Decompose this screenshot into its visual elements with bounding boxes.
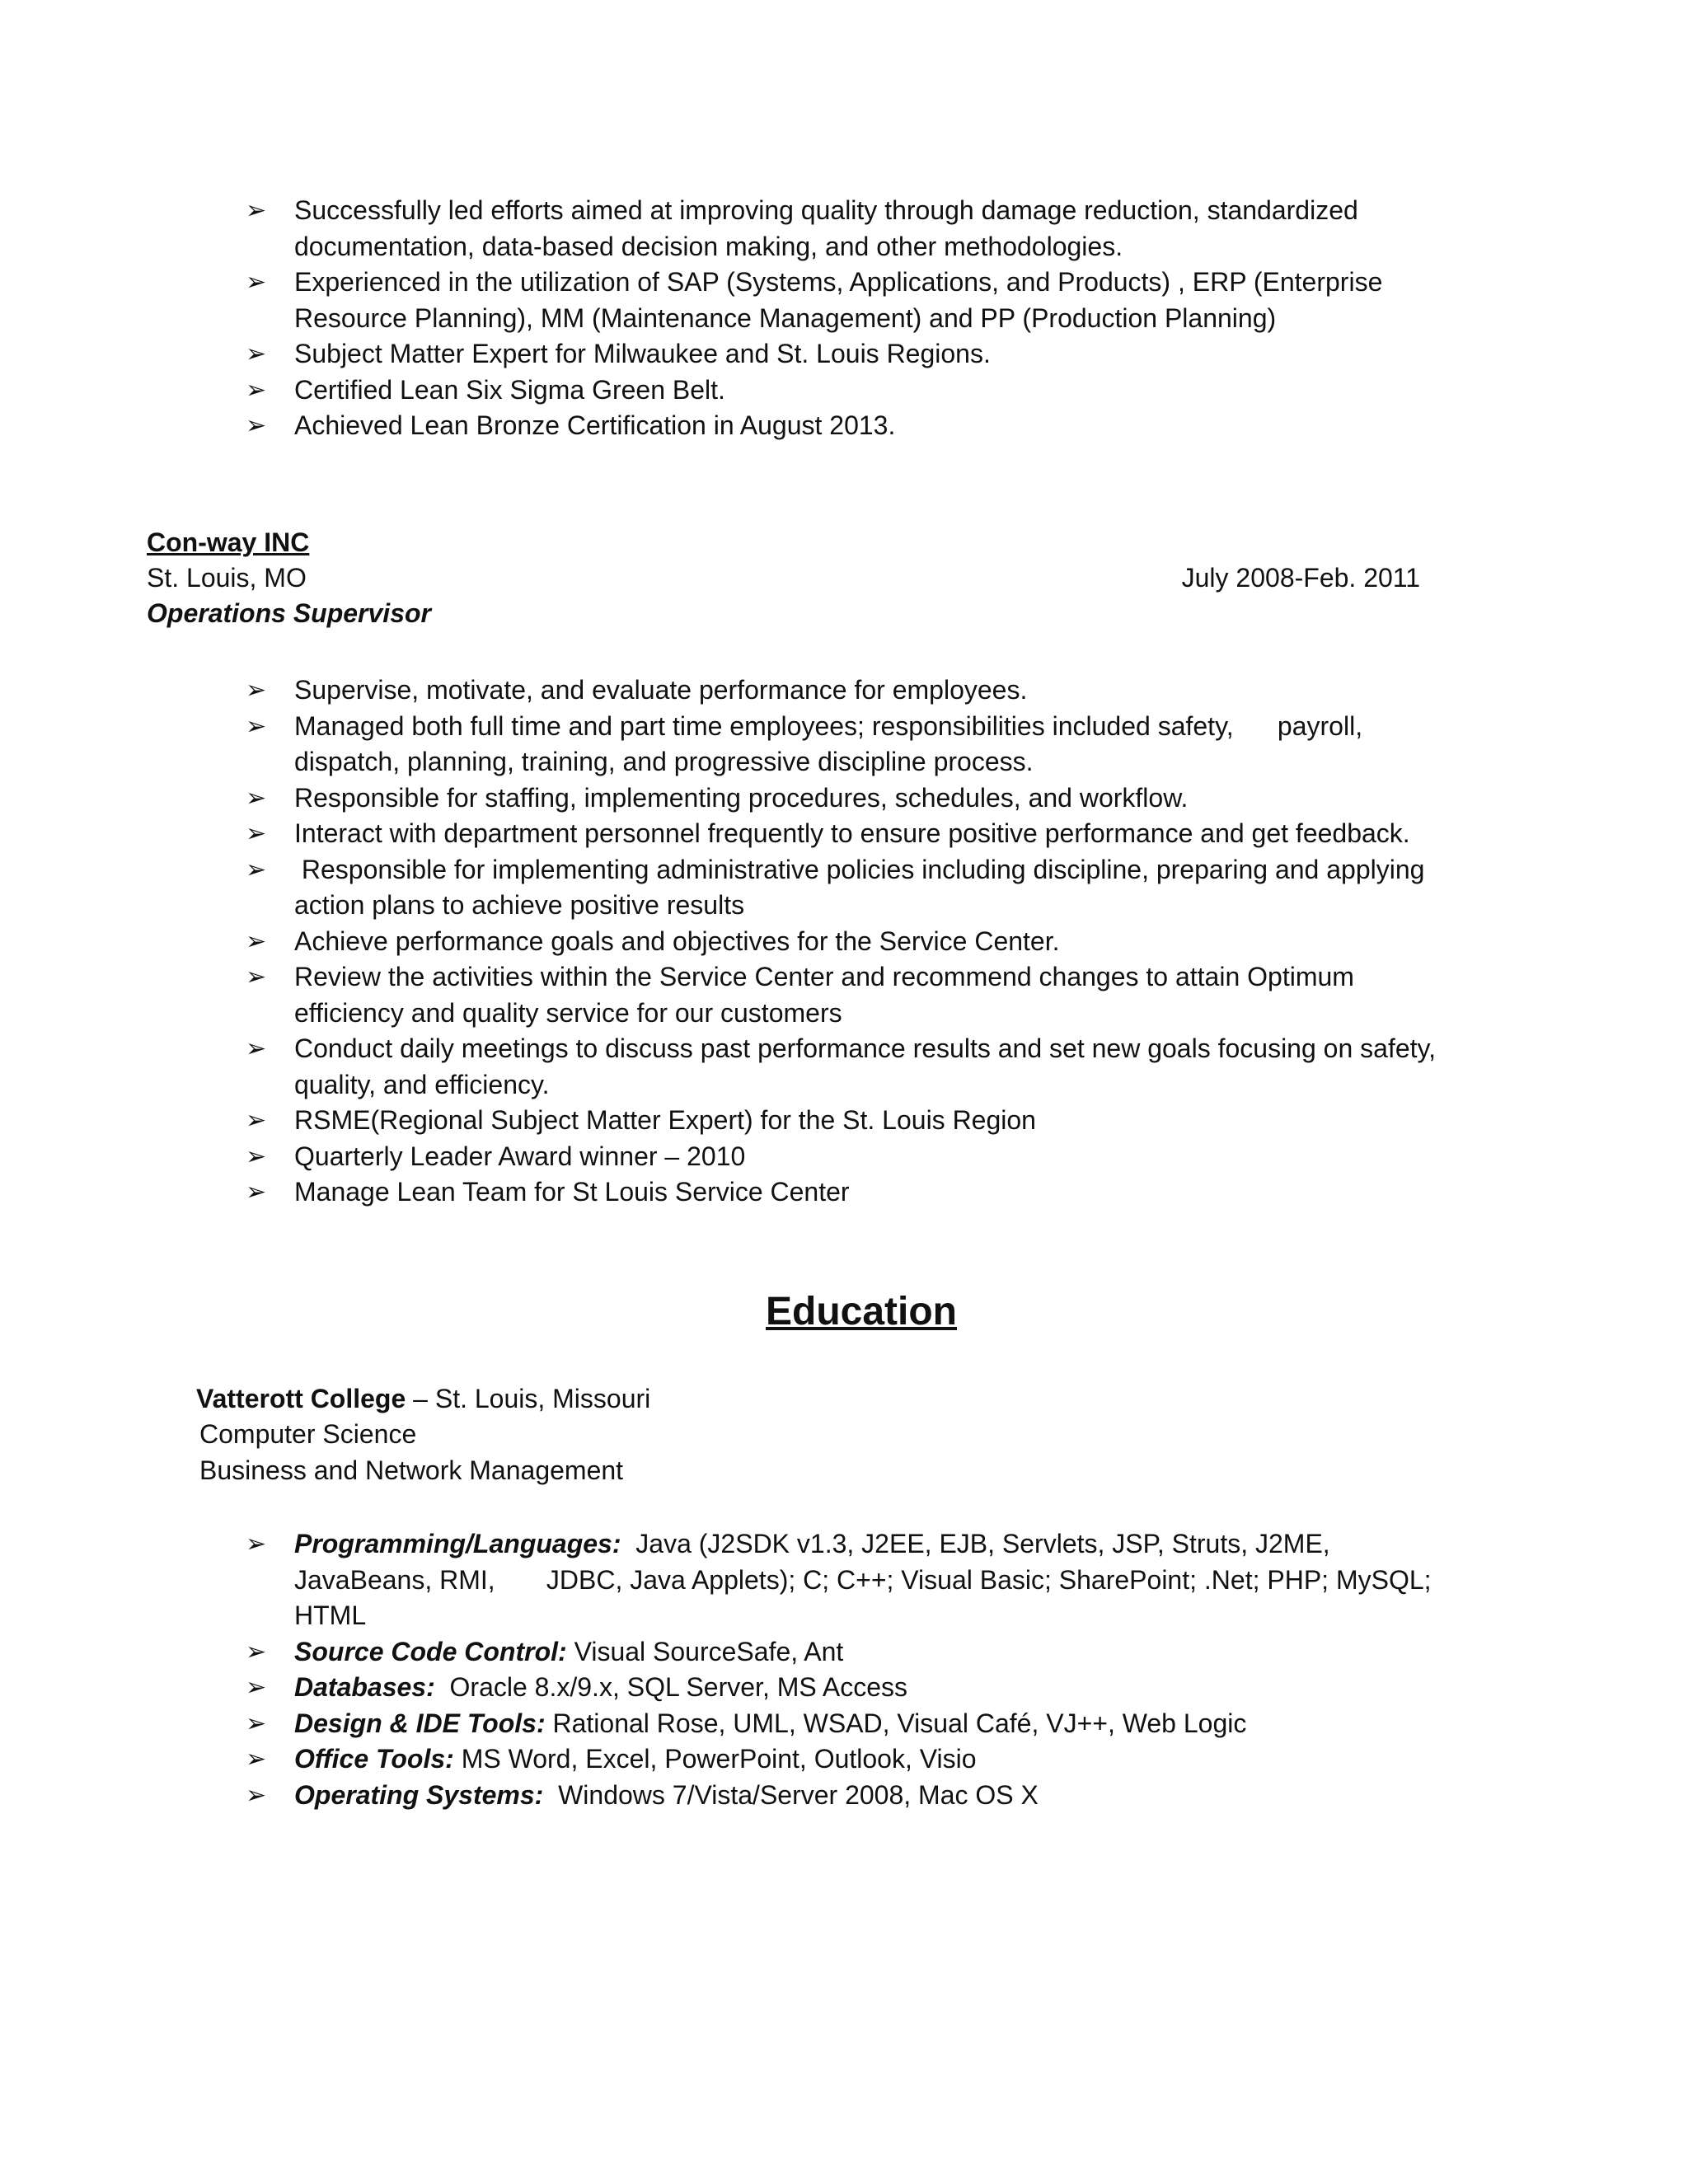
bullet-text: Responsible for implementing administrative policies including discipline, preparing and applying action plans to achieve positive results (294, 854, 1432, 920)
arrow-bullet-icon: ➢ (246, 926, 267, 956)
skill-label: Databases: (294, 1672, 435, 1702)
company-name: Con-way INC (147, 527, 310, 557)
arrow-bullet-icon: ➢ (246, 1745, 267, 1774)
list-item (0, 924, 1448, 960)
skill-label: Programming/Languages: (294, 1529, 621, 1558)
bullet-text: Manage Lean Team for St Louis Service Center (294, 1177, 850, 1207)
list-item (0, 1139, 1448, 1175)
bullet-text: Quarterly Leader Award winner – 2010 (294, 1141, 746, 1171)
arrow-bullet-icon: ➢ (246, 375, 267, 405)
list-item (0, 1670, 1448, 1706)
job-dates: July 2008-Feb. 2011 (1181, 563, 1420, 593)
job-title: Operations Supervisor (147, 598, 431, 628)
list-item (0, 373, 1448, 409)
education-field-2: Business and Network Management (199, 1455, 624, 1485)
skill-label: Design & IDE Tools: (294, 1708, 546, 1738)
experience-bullet-list (0, 193, 1448, 444)
bullet-text: Responsible for staffing, implementing procedures, schedules, and workflow. (294, 782, 1189, 813)
list-item (0, 1174, 1448, 1211)
arrow-bullet-icon: ➢ (246, 1637, 267, 1666)
school-location: – St. Louis, Missouri (406, 1384, 651, 1413)
bullet-text: Achieve performance goals and objectives for the Service Center. (294, 926, 1060, 956)
list-item (0, 852, 1448, 924)
bullet-text: Interact with department personnel frequently to ensure positive performance and get feedback. (294, 818, 1410, 848)
list-item (0, 1706, 1448, 1742)
education-field-1: Computer Science (199, 1419, 417, 1449)
list-item (0, 816, 1448, 852)
bullet-text: Review the activities within the Service Center and recommend changes to attain Optimum efficiency and quality service for our customers (294, 962, 1354, 1028)
list-item (0, 1778, 1448, 1814)
list-item (0, 1526, 1448, 1634)
list-item (0, 1741, 1448, 1778)
bullet-text: Managed both full time and part time employees; responsibilities included safety, payroll, dispatch, planning, training, and progressive discipline process. (294, 710, 1370, 776)
arrow-bullet-icon: ➢ (246, 711, 267, 741)
arrow-bullet-icon: ➢ (246, 676, 267, 705)
arrow-bullet-icon: ➢ (246, 1034, 267, 1063)
list-item (0, 336, 1448, 373)
education-heading: Education (765, 1290, 957, 1333)
arrow-bullet-icon: ➢ (246, 1106, 267, 1135)
school-name: Vatterott College (196, 1384, 406, 1413)
bullet-text: Experienced in the utilization of SAP (Systems, Applications, and Products) , ERP (Enterprise Resource Planning), MM (Maintenance Management) and PP (Production Planning) (294, 267, 1383, 333)
skill-text: Visual SourceSafe, Ant (566, 1636, 844, 1666)
skill-label: Office Tools: (294, 1744, 454, 1774)
list-item (0, 193, 1448, 265)
arrow-bullet-icon: ➢ (246, 196, 267, 225)
arrow-bullet-icon: ➢ (246, 1673, 267, 1702)
bullet-text: Successfully led efforts aimed at improving quality through damage reduction, standardized documentation, data-based decision making, and other methodologies. (294, 195, 1358, 261)
skill-text: Java (J2SDK v1.3, J2EE, EJB, Servlets, JSP, Struts, J2ME, JavaBeans, RMI, JDBC, Java Applets); C; C++; Visual Basic; SharePoint; .Net; PHP; MySQL; HTML (294, 1529, 1439, 1630)
list-item (0, 265, 1448, 336)
list-item (0, 408, 1448, 444)
skill-text: MS Word, Excel, PowerPoint, Outlook, Visio (453, 1744, 977, 1774)
list-item (0, 1634, 1448, 1671)
bullet-text: Supervise, motivate, and evaluate performance for employees. (294, 675, 1028, 705)
bullet-text: Achieved Lean Bronze Certification in August 2013. (294, 410, 896, 440)
skill-text: Rational Rose, UML, WSAD, Visual Café, VJ++, Web Logic (545, 1708, 1247, 1738)
conway-bullet-list (0, 673, 1448, 1211)
school-line (196, 1382, 650, 1415)
skill-text: Windows 7/Vista/Server 2008, Mac OS X (543, 1779, 1039, 1810)
arrow-bullet-icon: ➢ (246, 963, 267, 991)
bullet-text: RSME(Regional Subject Matter Expert) for the St. Louis Region (294, 1105, 1036, 1135)
list-item (0, 673, 1448, 709)
arrow-bullet-icon: ➢ (246, 1141, 267, 1171)
skill-label: Operating Systems: (294, 1779, 544, 1810)
bullet-text: Certified Lean Six Sigma Green Belt. (294, 374, 725, 405)
arrow-bullet-icon: ➢ (246, 411, 267, 440)
list-item (0, 1103, 1448, 1139)
arrow-bullet-icon: ➢ (246, 1530, 267, 1558)
arrow-bullet-icon: ➢ (246, 268, 267, 297)
arrow-bullet-icon: ➢ (246, 1780, 267, 1810)
job-location: St. Louis, MO (147, 563, 307, 593)
skills-bullet-list (0, 1526, 1448, 1813)
list-item (0, 780, 1448, 817)
arrow-bullet-icon: ➢ (246, 819, 267, 848)
list-item (0, 1031, 1448, 1103)
arrow-bullet-icon: ➢ (246, 1178, 267, 1207)
skill-label: Source Code Control: (294, 1636, 567, 1666)
arrow-bullet-icon: ➢ (246, 855, 267, 884)
skill-text: Oracle 8.x/9.x, SQL Server, MS Access (434, 1672, 907, 1702)
bullet-text: Subject Matter Expert for Milwaukee and St. Louis Regions. (294, 339, 991, 368)
arrow-bullet-icon: ➢ (246, 1708, 267, 1738)
list-item (0, 959, 1448, 1031)
bullet-text: Conduct daily meetings to discuss past performance results and set new goals focusing on safety, quality, and efficiency. (294, 1033, 1437, 1099)
arrow-bullet-icon: ➢ (246, 783, 267, 813)
list-item (0, 709, 1448, 780)
arrow-bullet-icon: ➢ (246, 340, 267, 368)
